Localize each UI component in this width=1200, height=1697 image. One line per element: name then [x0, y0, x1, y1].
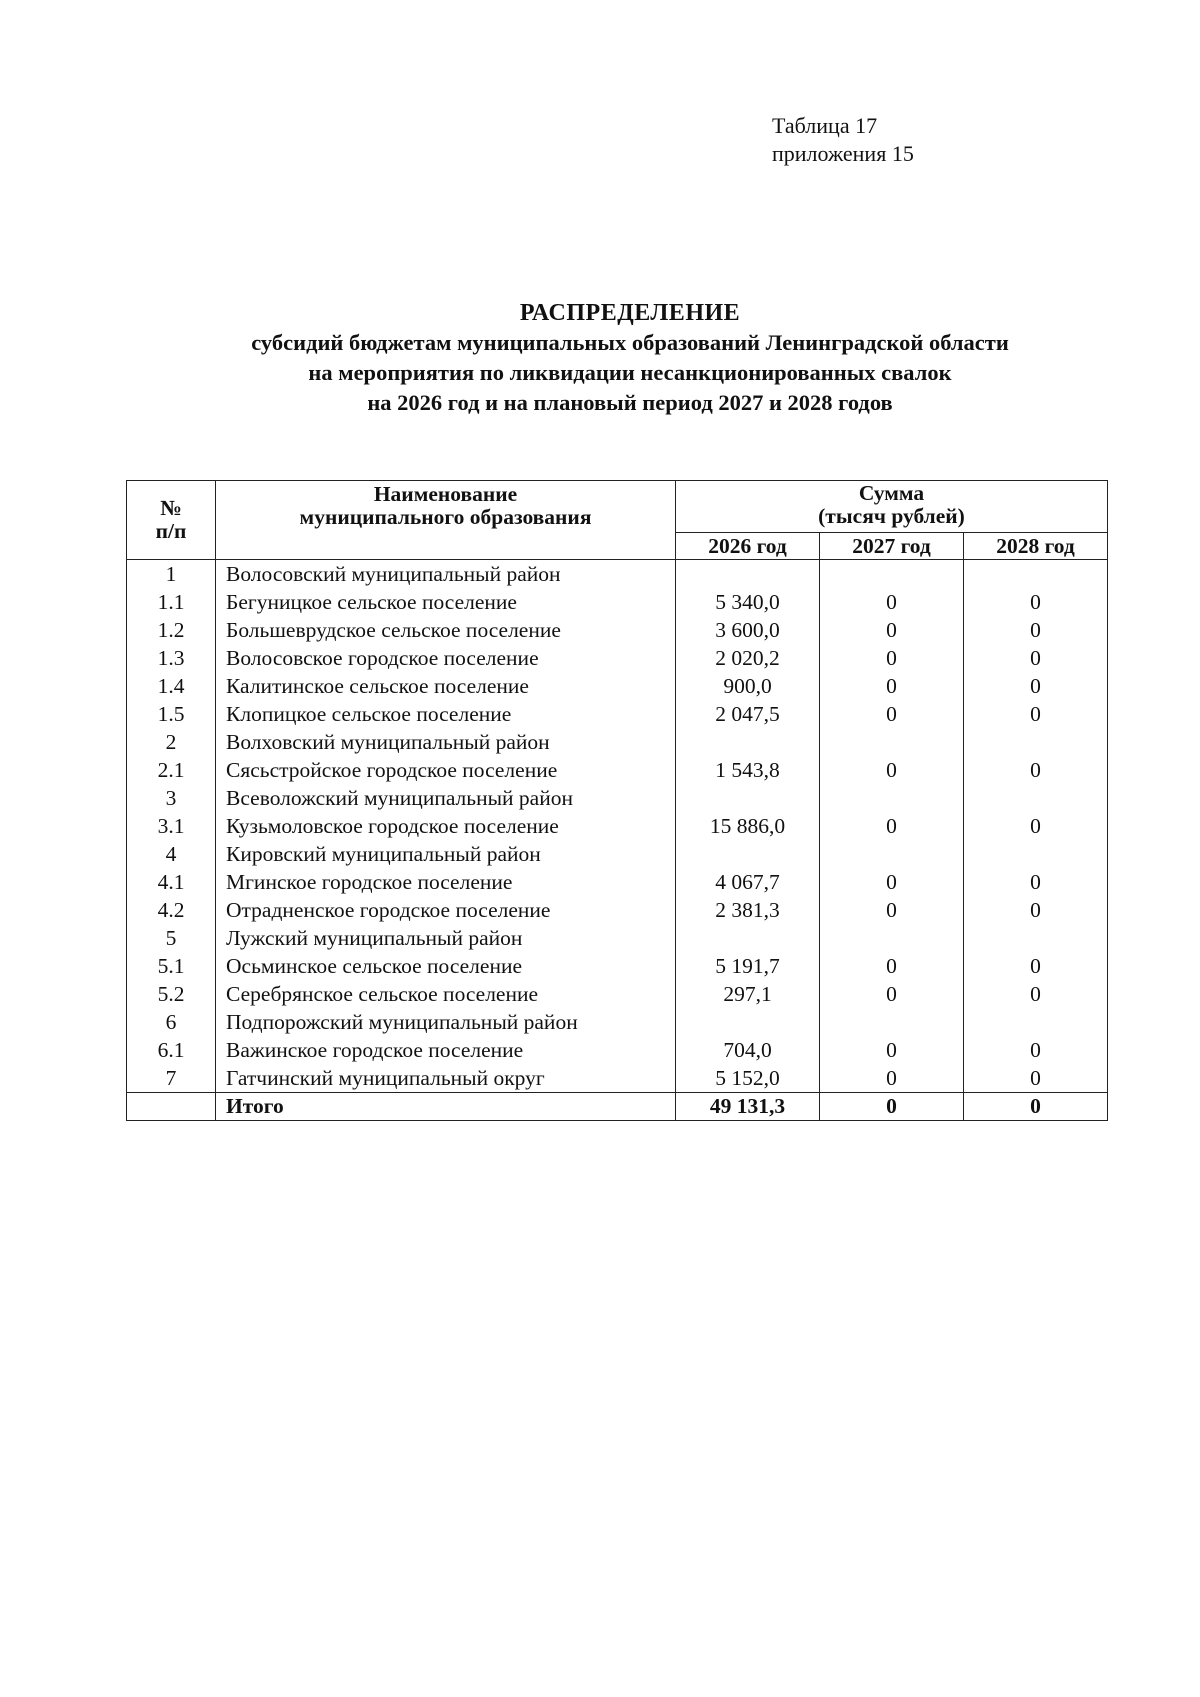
row-value-2028: 0	[964, 1036, 1108, 1064]
row-name: Калитинское сельское поселение	[216, 672, 676, 700]
row-value-2027: 0	[820, 980, 964, 1008]
table-row	[127, 588, 1108, 616]
row-value-2028: 0	[964, 896, 1108, 924]
col-name-line-1: Наименование	[373, 482, 518, 506]
row-value-2026: 900,0	[676, 672, 820, 700]
row-number: 2.1	[127, 756, 216, 784]
row-value-2026: 2 020,2	[676, 644, 820, 672]
table-row	[127, 1008, 1108, 1036]
row-value-2028: 0	[964, 1064, 1108, 1093]
table-row	[127, 1064, 1108, 1093]
row-value-2028	[964, 924, 1108, 952]
row-value-2027: 0	[820, 868, 964, 896]
row-value-2026	[676, 1008, 820, 1036]
row-number: 4	[127, 840, 216, 868]
title-line-1: субсидий бюджетам муниципальных образований Ленинградской области	[251, 330, 1009, 355]
document-title	[100, 298, 1160, 418]
row-name: Гатчинский муниципальный округ	[216, 1064, 676, 1093]
table-total-row	[127, 1093, 1108, 1121]
title-main: РАСПРЕДЕЛЕНИЕ	[519, 300, 741, 326]
row-value-2028	[964, 784, 1108, 812]
table-row	[127, 700, 1108, 728]
row-value-2028: 0	[964, 616, 1108, 644]
row-value-2028: 0	[964, 588, 1108, 616]
row-value-2026: 5 152,0	[676, 1064, 820, 1093]
row-value-2026	[676, 560, 820, 589]
col-year-2027: 2027 год	[820, 533, 964, 560]
row-value-2028	[964, 728, 1108, 756]
row-name: Волосовское городское поселение	[216, 644, 676, 672]
row-number: 7	[127, 1064, 216, 1093]
col-name-header	[216, 481, 676, 560]
row-value-2027	[820, 784, 964, 812]
row-value-2027: 0	[820, 1036, 964, 1064]
row-number: 6	[127, 1008, 216, 1036]
row-value-2027: 0	[820, 896, 964, 924]
row-value-2028	[964, 840, 1108, 868]
table-row	[127, 896, 1108, 924]
col-number-line-1: №	[160, 496, 182, 520]
title-line-2: на мероприятия по ликвидации несанкционированных свалок	[308, 360, 952, 385]
row-name: Волховский муниципальный район	[216, 728, 676, 756]
row-value-2028: 0	[964, 644, 1108, 672]
row-value-2028: 0	[964, 700, 1108, 728]
col-sum-header	[676, 481, 1108, 533]
row-value-2026: 15 886,0	[676, 812, 820, 840]
col-number-line-2: п/п	[155, 519, 187, 543]
row-name: Осьминское сельское поселение	[216, 952, 676, 980]
row-number: 6.1	[127, 1036, 216, 1064]
table-row	[127, 924, 1108, 952]
row-number: 4.1	[127, 868, 216, 896]
row-number: 2	[127, 728, 216, 756]
row-value-2026	[676, 728, 820, 756]
table-row	[127, 952, 1108, 980]
row-value-2027: 0	[820, 616, 964, 644]
row-number: 3.1	[127, 812, 216, 840]
row-value-2026: 5 340,0	[676, 588, 820, 616]
row-value-2027: 0	[820, 1064, 964, 1093]
row-value-2027: 0	[820, 588, 964, 616]
table-row	[127, 840, 1108, 868]
col-year-2026: 2026 год	[676, 533, 820, 560]
row-name: Лужский муниципальный район	[216, 924, 676, 952]
row-value-2027	[820, 840, 964, 868]
row-number: 5	[127, 924, 216, 952]
col-name-line-2: муниципального образования	[299, 505, 592, 529]
row-name: Сясьстройское городское поселение	[216, 756, 676, 784]
table-row	[127, 812, 1108, 840]
col-sum-line-1: Сумма	[858, 481, 925, 505]
row-name: Всеволожский муниципальный район	[216, 784, 676, 812]
row-number: 1.2	[127, 616, 216, 644]
total-num-cell	[127, 1093, 216, 1121]
row-value-2027: 0	[820, 700, 964, 728]
row-value-2028: 0	[964, 868, 1108, 896]
col-sum-line-2: (тысяч рублей)	[818, 504, 965, 528]
row-name: Кировский муниципальный район	[216, 840, 676, 868]
row-value-2026: 4 067,7	[676, 868, 820, 896]
row-value-2026	[676, 840, 820, 868]
row-value-2027: 0	[820, 812, 964, 840]
row-number: 5.2	[127, 980, 216, 1008]
col-year-2028: 2028 год	[964, 533, 1108, 560]
row-value-2028	[964, 1008, 1108, 1036]
row-number: 4.2	[127, 896, 216, 924]
row-value-2027: 0	[820, 756, 964, 784]
row-name: Волосовский муниципальный район	[216, 560, 676, 589]
row-value-2026: 297,1	[676, 980, 820, 1008]
row-number: 1.4	[127, 672, 216, 700]
row-value-2026	[676, 784, 820, 812]
row-value-2026: 5 191,7	[676, 952, 820, 980]
row-name: Подпорожский муниципальный район	[216, 1008, 676, 1036]
table-row	[127, 868, 1108, 896]
total-2028: 0	[964, 1093, 1108, 1121]
row-value-2026: 2 381,3	[676, 896, 820, 924]
row-name: Кузьмоловское городское поселение	[216, 812, 676, 840]
row-value-2027	[820, 560, 964, 589]
row-name: Отрадненское городское поселение	[216, 896, 676, 924]
table-row	[127, 644, 1108, 672]
row-name: Важинское городское поселение	[216, 1036, 676, 1064]
row-value-2028: 0	[964, 952, 1108, 980]
row-number: 1.1	[127, 588, 216, 616]
total-2026: 49 131,3	[676, 1093, 820, 1121]
table-body	[127, 560, 1108, 1121]
total-2027: 0	[820, 1093, 964, 1121]
row-value-2026: 704,0	[676, 1036, 820, 1064]
row-value-2027: 0	[820, 644, 964, 672]
row-value-2028: 0	[964, 672, 1108, 700]
table-reference	[772, 112, 914, 168]
row-value-2027	[820, 1008, 964, 1036]
row-value-2027: 0	[820, 952, 964, 980]
table-row	[127, 784, 1108, 812]
row-name: Клопицкое сельское поселение	[216, 700, 676, 728]
col-number-header	[127, 481, 216, 560]
table-row	[127, 672, 1108, 700]
appendix-number: приложения 15	[772, 141, 914, 166]
table-row	[127, 616, 1108, 644]
row-value-2027: 0	[820, 672, 964, 700]
row-value-2028: 0	[964, 756, 1108, 784]
row-number: 5.1	[127, 952, 216, 980]
row-value-2027	[820, 728, 964, 756]
row-value-2026: 1 543,8	[676, 756, 820, 784]
table-row	[127, 728, 1108, 756]
row-number: 1.5	[127, 700, 216, 728]
row-value-2026	[676, 924, 820, 952]
total-label: Итого	[216, 1093, 676, 1121]
row-value-2028: 0	[964, 980, 1108, 1008]
row-number: 3	[127, 784, 216, 812]
row-value-2028	[964, 560, 1108, 589]
row-value-2026: 2 047,5	[676, 700, 820, 728]
row-value-2027	[820, 924, 964, 952]
row-name: Большеврудское сельское поселение	[216, 616, 676, 644]
table-row	[127, 980, 1108, 1008]
row-number: 1.3	[127, 644, 216, 672]
table-number: Таблица 17	[772, 113, 878, 138]
distribution-table	[126, 480, 1108, 1121]
row-number: 1	[127, 560, 216, 589]
row-value-2028: 0	[964, 812, 1108, 840]
row-name: Серебрянское сельское поселение	[216, 980, 676, 1008]
table-header-row	[127, 481, 1108, 533]
row-name: Мгинское городское поселение	[216, 868, 676, 896]
row-value-2026: 3 600,0	[676, 616, 820, 644]
table-row	[127, 1036, 1108, 1064]
table-row	[127, 560, 1108, 589]
row-name: Бегуницкое сельское поселение	[216, 588, 676, 616]
table-row	[127, 756, 1108, 784]
title-line-3: на 2026 год и на плановый период 2027 и 2028 годов	[367, 390, 893, 415]
